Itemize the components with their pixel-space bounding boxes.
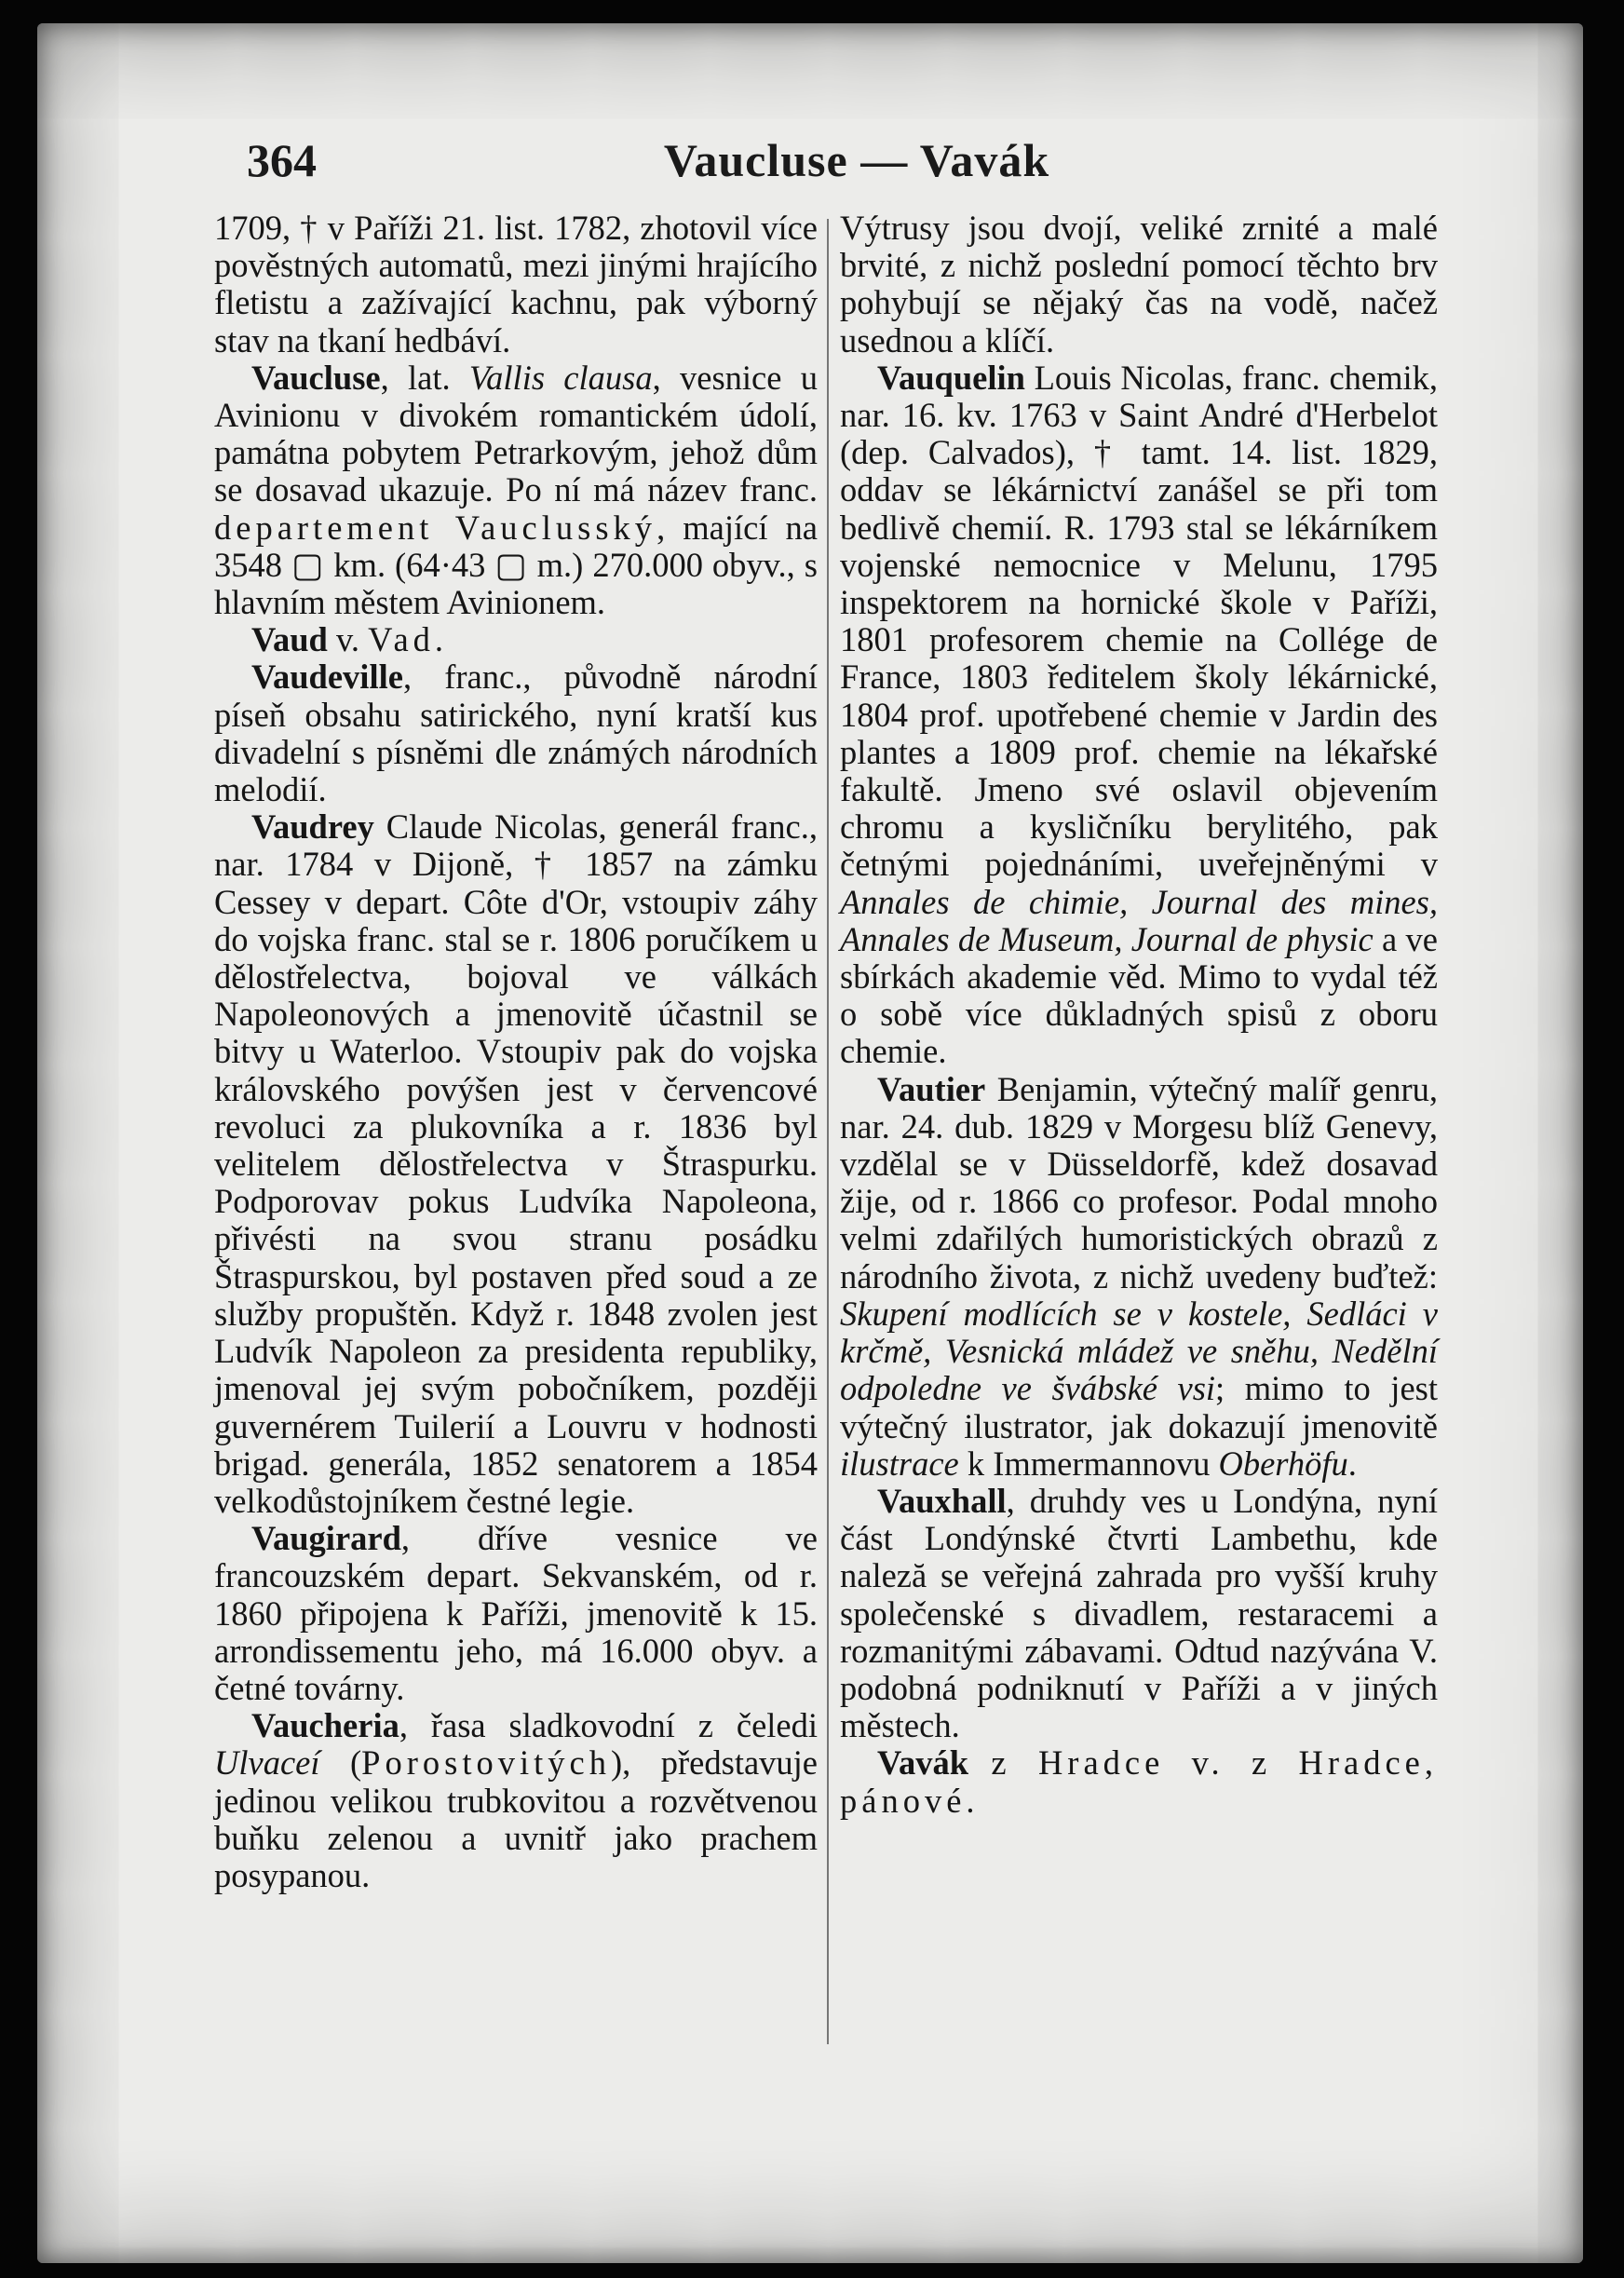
- headword: Vauquelin: [877, 358, 1025, 397]
- entry-vaudrey: Vaudrey Claude Nicolas, generál franc., nar. 1784 v Dijoně, † 1857 na zámku Cessey v depart. Côte d'Or, vstoupiv záhy do vojska franc. stal se r. 1806 poručíkem u dělostřelectva, bojoval ve válkách Napoleonových a jmenovitě účastnil se bitvy u Waterloo. Vstoupiv pak do vojska královského povýšen jest v červencové revoluci za plukovníka a r. 1836 byl velitelem dělostřelectva v Štraspurku. Podporovav pokus Ludvíka Napoleona, přivésti na svou stranu posádku Štraspurskou, byl postaven před soud a ze služby propuštěn. Když r. 1848 zvolen jest Ludvík Napoleon za presidenta republiky, jmenoval jej svým pobočníkem, později guvernérem Tuilerií a Louvru v hodnosti brigad. generála, 1852 senatorem a 1854 velkodůstojníkem čestné legie.: [214, 807, 818, 1520]
- left-column: [214, 210, 818, 1894]
- headword: Vaucluse: [251, 358, 381, 397]
- entry-vaud: Vaud v. Vad.: [251, 620, 444, 659]
- page-header: [247, 133, 1467, 198]
- column-divider: [827, 219, 829, 2044]
- entry-vaudeville: Vaudeville, franc., původně národní píseň obsahu satirického, nyní kratší kus divadelní s písněmi dle známých národních melodií.: [214, 658, 818, 809]
- headword: Vaud: [251, 620, 328, 659]
- entry-vaucheria: Vaucheria, řasa sladkovodní z čeledi Ulvaceí (Porostovitých), představuje jedinou velikou trubkovitou a rozvětvenou buňku zelenou a uvnitř jako prachem posypanou.: [214, 1706, 818, 1894]
- entry-continuation: 1709, † v Paříži 21. list. 1782, zhotovil více pověstných automatů, mezi jinými hrajícího fletistu a zažívající kachnu, pak výborný stav na tkaní hedbáví.: [214, 209, 818, 359]
- entry-continuation: Výtrusy jsou dvojí, veliké zrnité a malé brvité, z nichž poslední pomocí těchto brv pohybují se nějaký čas na vodě, načež usednou a klíčí.: [840, 209, 1438, 359]
- entry-vaucluse: Vaucluse, lat. Vallis clausa, vesnice u Avinionu v divokém romantickém údolí, památna pobytem Petrarkovým, jehož dům se dosavad ukazuje. Po ní má název franc. departement Vauclusský, mající na 3548 ▢ km. (64·43 ▢ m.) 270.000 obyv., s hlavním městem Avinionem.: [214, 358, 818, 622]
- entry-vautier: Vautier Benjamin, výtečný malíř genru, nar. 24. dub. 1829 v Morgesu blíž Genevy, vzdělal se v Düsseldorfě, kdež dosavad žije, od r. 1866 co profesor. Podal mnoho velmi zdařilých humoristických obrazů z národního života, z nichž uvedeny buďtež: Skupení modlících se v kostele, Sedláci v krčmě, Vesnická mládež ve sněhu, Nedělní odpoledne ve švábské vsi; mimo to jest výtečný ilustrator, jak dokazují jmenovitě ilustrace k Immermannovu Oberhöfu.: [840, 1069, 1438, 1483]
- headword: Vautier: [877, 1069, 986, 1108]
- headword: Vavák: [877, 1743, 969, 1783]
- headword: Vaugirard: [251, 1519, 401, 1558]
- running-title: Vaucluse — Vavák: [663, 134, 1050, 186]
- headword: Vaudeville: [251, 658, 403, 697]
- entry-vauquelin: Vauquelin Louis Nicolas, franc. chemik, nar. 16. kv. 1763 v Saint André d'Herbelot (dep. Calvados), † tamt. 14. list. 1829, oddav se lékárnictví zanášel se při tom bedlivě chemií. R. 1793 stal se lékárníkem vojenské nemocnice v Melunu, 1795 inspektorem na hornické škole v Paříži, 1801 profesorem chemie na Collége de France, 1803 ředitelem školy lékárnické, 1804 prof. upotřebené chemie v Jardin des plantes a 1809 prof. chemie na lékařské fakultě. Jmeno své oslavil objevením chromu a kysličníku berylitého, pak četnými pojednáními, uveřejněnými v Annales de chimie, Journal des mines, Annales de Museum, Journal de physic a ve sbírkách akademie věd. Mimo to vydal též o sobě více důkladných spisů z oboru chemie.: [840, 358, 1439, 1071]
- headword: Vaucheria: [251, 1706, 399, 1745]
- right-column: [840, 210, 1438, 1820]
- entry-vauxhall: Vauxhall, druhdy ves u Londýna, nyní část Londýnské čtvrti Lambethu, kde naleză se veřejná zahrada pro vyšší kruhy společenské s divadlem, restaracemi a rozmanitými zábavami. Odtud nazývána V. podobná podniknutí v Paříži a v jiných městech.: [840, 1481, 1438, 1745]
- headword: Vaudrey: [251, 807, 374, 847]
- entry-vaugirard: Vaugirard, dříve vesnice ve francouzském depart. Sekvanském, od r. 1860 připojena k Paříži, jmenovitě k 15. arrondissementu jeho, má 16.000 obyv. a četné továrny.: [214, 1519, 818, 1707]
- page-number: 364: [247, 134, 317, 186]
- headword: Vauxhall: [877, 1481, 1007, 1520]
- entry-vavak: Vavák z Hradce v. z Hradce, pánové.: [840, 1743, 1439, 1820]
